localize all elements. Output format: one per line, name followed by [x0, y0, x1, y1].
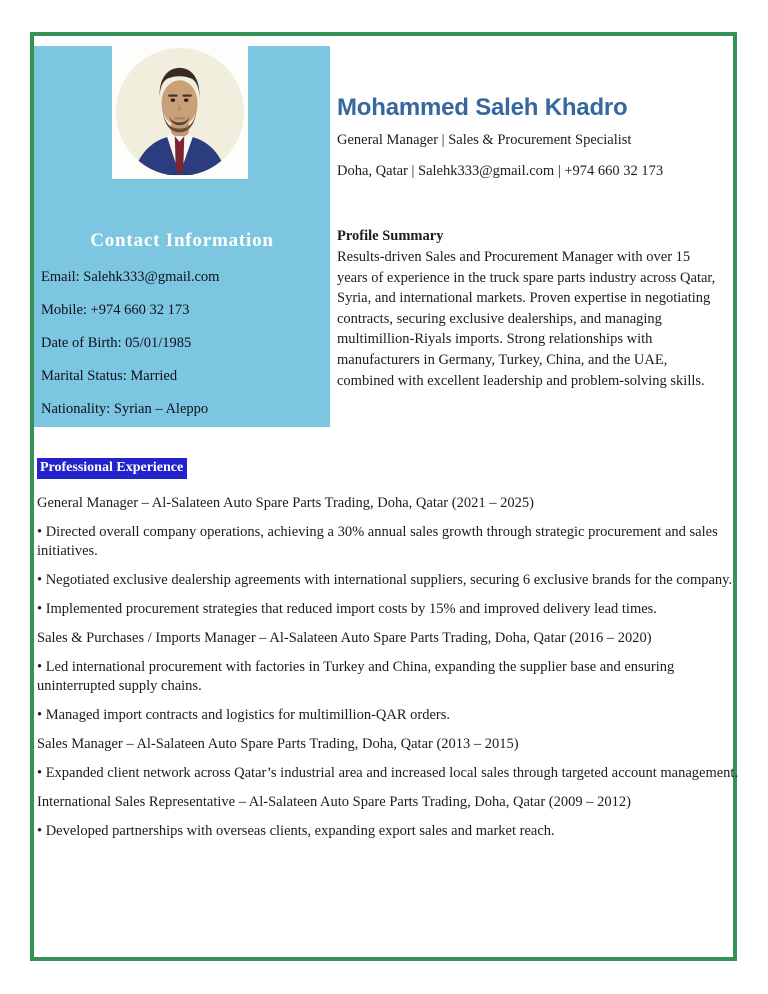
profile-summary-heading: Profile Summary: [337, 228, 444, 244]
photo-frame: [112, 46, 248, 179]
profile-summary-section: [337, 228, 721, 391]
bullet-item: • Developed partnerships with overseas clients, expanding export sales and market reach.: [37, 822, 739, 841]
role-line: General Manager – Al-Salateen Auto Spare Parts Trading, Doha, Qatar (2021 – 2025): [37, 495, 534, 511]
header-block: [337, 94, 729, 180]
bullet-item: • Expanded client network across Qatar’s industrial area and increased local sales through targeted account management.: [37, 764, 739, 783]
profile-photo: [116, 48, 244, 176]
header-contact-line: Doha, Qatar | Salehk333@gmail.com | +974 660 32 173: [337, 163, 664, 179]
role-line: Sales Manager – Al-Salateen Auto Spare Parts Trading, Doha, Qatar (2013 – 2015): [37, 736, 519, 752]
role-line: International Sales Representative – Al-Salateen Auto Spare Parts Trading, Doha, Qatar (2009 – 2012): [37, 794, 631, 810]
bullet-item: • Led international procurement with factories in Turkey and China, expanding the supplier base and ensuring uninterrupted supply chains.: [37, 658, 739, 696]
role-line: Sales & Purchases / Imports Manager – Al-Salateen Auto Spare Parts Trading, Doha, Qatar (2016 – 2020): [37, 630, 652, 646]
experience-heading: Professional Experience: [37, 458, 187, 479]
bullet-item: • Implemented procurement strategies that reduced import costs by 15% and improved delivery lead times.: [37, 600, 739, 619]
resume-page: [30, 32, 737, 961]
experience-section: [37, 458, 739, 851]
contact-line-nationality: Nationality: Syrian – Aleppo: [41, 401, 209, 417]
bullet-item: • Directed overall company operations, achieving a 30% annual sales growth through strategic procurement and sales initiatives.: [37, 523, 739, 561]
person-title: General Manager | Sales & Procurement Specialist: [337, 132, 632, 148]
profile-summary-body: Results-driven Sales and Procurement Manager with over 15 years of experience in the truck spare parts industry across Qatar, Syria, and international markets. Proven expertise in negotiating contracts, securing exclusive dealerships, and managing multimillion-Riyals imports. Strong relationships with manufacturers in Germany, Turkey, China, and the UAE, combined with excellent leadership and problem-solving skills.: [337, 249, 716, 389]
contact-heading: Contact Information: [90, 230, 274, 251]
contact-line-birthdate: Date of Birth: 05/01/1985: [41, 335, 192, 351]
sidebar: [34, 46, 330, 427]
contact-line-mobile: Mobile: +974 660 32 173: [41, 302, 190, 318]
bullet-item: • Negotiated exclusive dealership agreements with international suppliers, securing 6 exclusive brands for the company.: [37, 571, 739, 590]
person-name: Mohammed Saleh Khadro: [337, 94, 628, 121]
portrait-illustration: [116, 48, 244, 176]
contact-line-email: Email: Salehk333@gmail.com: [41, 269, 220, 285]
contact-lines: [41, 267, 326, 432]
contact-line-marital: Marital Status: Married: [41, 368, 178, 384]
bullet-item: • Managed import contracts and logistics for multimillion-QAR orders.: [37, 706, 739, 725]
